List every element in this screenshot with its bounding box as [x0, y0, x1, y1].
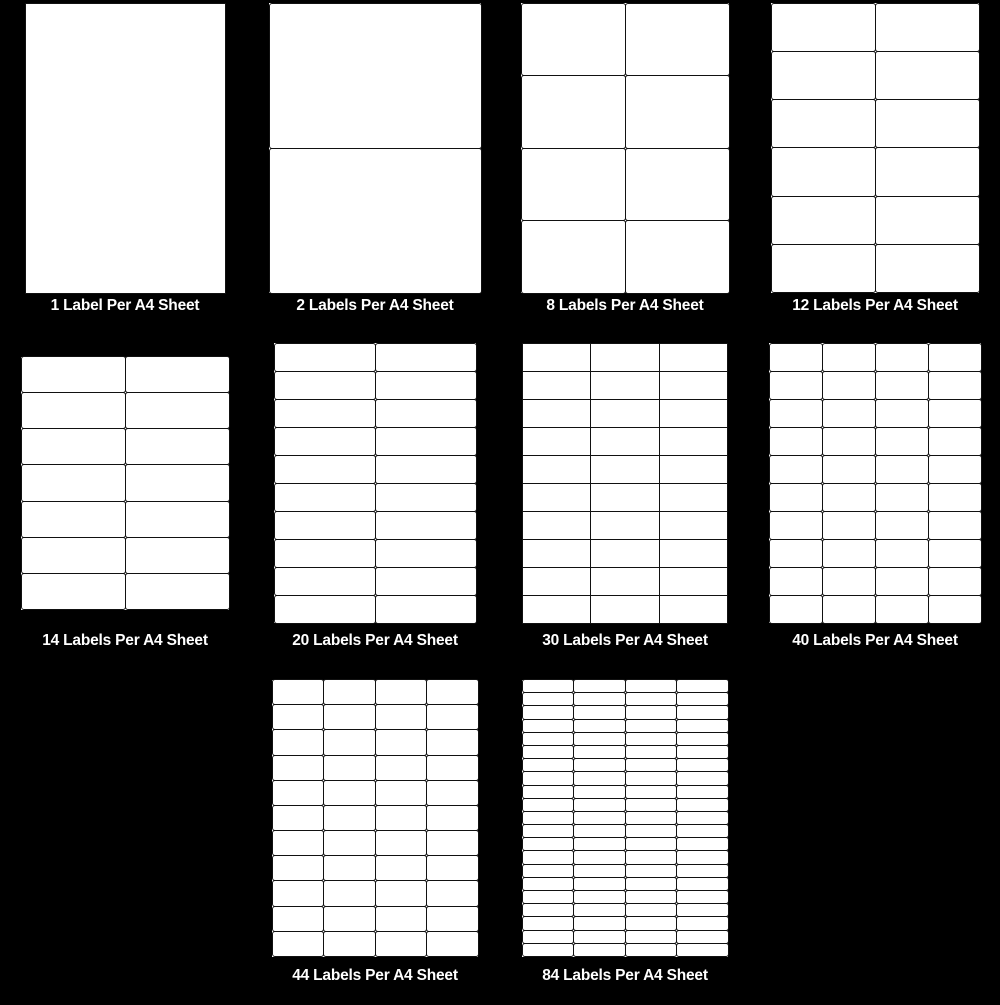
label-cell — [125, 392, 230, 429]
label-cell — [822, 371, 876, 400]
label-cell — [522, 903, 575, 917]
label-cell — [375, 704, 428, 730]
label-cell — [625, 837, 678, 851]
label-sheet-card[interactable] — [250, 670, 500, 1005]
label-cell — [522, 837, 575, 851]
label-sheet-card[interactable] — [750, 0, 1000, 335]
label-sheet-card[interactable] — [500, 0, 750, 335]
label-cell — [272, 704, 325, 730]
label-cell — [522, 745, 575, 759]
label-cell — [590, 567, 660, 596]
label-cell — [659, 343, 729, 372]
label-cell — [573, 719, 626, 733]
label-cell — [659, 427, 729, 456]
label-cell — [125, 428, 230, 465]
sheet-caption: 20 Labels Per A4 Sheet — [292, 632, 458, 649]
label-cell — [625, 943, 678, 957]
label-cell — [875, 147, 980, 196]
label-cell — [676, 719, 729, 733]
label-sheet-card[interactable] — [0, 0, 250, 335]
label-cell — [676, 890, 729, 904]
label-cell — [25, 3, 226, 294]
label-cell — [573, 864, 626, 878]
label-cell — [426, 906, 479, 932]
label-cell — [521, 148, 626, 222]
label-cell — [274, 427, 376, 456]
label-cell — [625, 850, 678, 864]
sheet-preview — [500, 670, 750, 966]
label-cell — [659, 511, 729, 540]
label-cell — [875, 371, 929, 400]
label-cell — [659, 371, 729, 400]
label-cell — [375, 729, 428, 755]
label-cell — [522, 705, 575, 719]
label-cell — [573, 679, 626, 693]
label-cell — [625, 732, 678, 746]
a4-sheet-84 — [522, 680, 728, 957]
label-cell — [590, 483, 660, 512]
label-cell — [21, 573, 126, 610]
label-cell — [676, 758, 729, 772]
label-cell — [274, 483, 376, 512]
label-cell — [323, 931, 376, 957]
label-cell — [590, 399, 660, 428]
label-cell — [875, 455, 929, 484]
sheet-caption: 44 Labels Per A4 Sheet — [292, 967, 458, 984]
label-cell — [625, 705, 678, 719]
label-cell — [625, 916, 678, 930]
label-cell — [522, 824, 575, 838]
label-cell — [875, 51, 980, 100]
label-cell — [771, 3, 876, 52]
sheet-preview — [750, 335, 1000, 631]
label-sheet-card[interactable] — [500, 670, 750, 1005]
label-cell — [875, 244, 980, 293]
label-cell — [769, 371, 823, 400]
label-cell — [375, 483, 477, 512]
label-cell — [522, 811, 575, 825]
a4-sheet-20 — [274, 343, 476, 623]
label-cell — [590, 371, 660, 400]
label-cell — [875, 567, 929, 596]
label-cell — [625, 220, 730, 294]
label-cell — [573, 705, 626, 719]
label-cell — [771, 196, 876, 245]
label-cell — [676, 692, 729, 706]
label-cell — [625, 890, 678, 904]
label-cell — [573, 771, 626, 785]
label-cell — [375, 830, 428, 856]
label-cell — [676, 864, 729, 878]
label-cell — [375, 455, 477, 484]
label-cell — [274, 343, 376, 372]
label-cell — [769, 483, 823, 512]
sheet-preview — [250, 0, 500, 296]
label-cell — [323, 855, 376, 881]
label-cell — [375, 880, 428, 906]
label-cell — [676, 679, 729, 693]
label-cell — [822, 399, 876, 428]
label-cell — [522, 567, 592, 596]
label-cell — [676, 745, 729, 759]
label-cell — [625, 798, 678, 812]
label-cell — [573, 785, 626, 799]
a4-sheet-2 — [269, 3, 481, 293]
label-cell — [573, 837, 626, 851]
label-sheet-card[interactable] — [0, 335, 250, 670]
label-cell — [426, 830, 479, 856]
label-cell — [928, 539, 982, 568]
label-cell — [375, 755, 428, 781]
label-cell — [21, 537, 126, 574]
label-cell — [426, 704, 479, 730]
label-cell — [875, 343, 929, 372]
label-cell — [272, 931, 325, 957]
a4-sheet-1 — [25, 3, 225, 293]
label-cell — [323, 805, 376, 831]
label-cell — [274, 539, 376, 568]
label-cell — [928, 371, 982, 400]
label-cell — [590, 539, 660, 568]
label-cell — [573, 930, 626, 944]
sheet-caption: 84 Labels Per A4 Sheet — [542, 967, 708, 984]
label-cell — [274, 567, 376, 596]
label-cell — [822, 539, 876, 568]
label-cell — [522, 798, 575, 812]
label-cell — [125, 501, 230, 538]
label-cell — [522, 455, 592, 484]
label-cell — [375, 427, 477, 456]
a4-sheet-14 — [21, 357, 229, 610]
label-cell — [522, 679, 575, 693]
label-cell — [625, 3, 730, 77]
sheet-preview — [250, 670, 500, 966]
label-cell — [676, 811, 729, 825]
label-cell — [573, 916, 626, 930]
label-cell — [323, 679, 376, 705]
label-cell — [426, 729, 479, 755]
label-cell — [21, 428, 126, 465]
label-cell — [771, 244, 876, 293]
label-cell — [875, 483, 929, 512]
label-cell — [522, 371, 592, 400]
label-cell — [928, 399, 982, 428]
sheet-preview — [750, 0, 1000, 296]
label-cell — [769, 427, 823, 456]
label-cell — [269, 148, 482, 294]
label-cell — [375, 931, 428, 957]
sheet-caption: 40 Labels Per A4 Sheet — [792, 632, 958, 649]
label-cell — [269, 3, 482, 149]
label-cell — [875, 539, 929, 568]
label-cell — [771, 147, 876, 196]
label-cell — [426, 855, 479, 881]
label-cell — [676, 705, 729, 719]
label-cell — [928, 427, 982, 456]
label-sheet-card[interactable] — [250, 0, 500, 335]
label-cell — [822, 343, 876, 372]
label-cell — [323, 830, 376, 856]
label-cell — [928, 595, 982, 624]
label-cell — [771, 51, 876, 100]
label-cell — [625, 877, 678, 891]
label-cell — [323, 704, 376, 730]
label-cell — [822, 483, 876, 512]
label-cell — [625, 864, 678, 878]
label-sheet-card[interactable] — [750, 335, 1000, 670]
a4-sheet-30 — [522, 343, 728, 623]
label-cell — [928, 511, 982, 540]
grid-spacer — [0, 670, 250, 1005]
label-cell — [375, 906, 428, 932]
label-cell — [676, 837, 729, 851]
label-cell — [522, 719, 575, 733]
label-cell — [676, 916, 729, 930]
label-cell — [590, 511, 660, 540]
label-cell — [573, 745, 626, 759]
label-cell — [659, 455, 729, 484]
label-cell — [625, 719, 678, 733]
label-cell — [822, 427, 876, 456]
label-cell — [272, 830, 325, 856]
label-cell — [625, 745, 678, 759]
label-cell — [21, 464, 126, 501]
label-cell — [573, 890, 626, 904]
label-cell — [625, 811, 678, 825]
label-cell — [522, 511, 592, 540]
label-cell — [625, 679, 678, 693]
label-cell — [323, 906, 376, 932]
label-cell — [375, 567, 477, 596]
label-cell — [676, 785, 729, 799]
label-cell — [125, 573, 230, 610]
label-cell — [375, 539, 477, 568]
label-cell — [769, 399, 823, 428]
label-cell — [769, 343, 823, 372]
label-cell — [573, 824, 626, 838]
label-cell — [625, 758, 678, 772]
label-cell — [323, 755, 376, 781]
label-cell — [274, 371, 376, 400]
label-cell — [272, 679, 325, 705]
label-cell — [375, 511, 477, 540]
label-cell — [659, 567, 729, 596]
label-cell — [522, 890, 575, 904]
label-cell — [375, 343, 477, 372]
label-cell — [521, 3, 626, 77]
label-cell — [659, 595, 729, 624]
label-cell — [769, 539, 823, 568]
label-cell — [573, 758, 626, 772]
label-cell — [875, 595, 929, 624]
label-cell — [426, 880, 479, 906]
label-cell — [323, 729, 376, 755]
a4-sheet-40 — [769, 343, 981, 623]
label-cell — [625, 930, 678, 944]
label-cell — [676, 903, 729, 917]
label-cell — [573, 811, 626, 825]
label-cell — [522, 943, 575, 957]
label-cell — [822, 455, 876, 484]
label-cell — [272, 855, 325, 881]
label-cell — [769, 567, 823, 596]
label-cell — [272, 780, 325, 806]
sheet-caption: 30 Labels Per A4 Sheet — [542, 632, 708, 649]
label-cell — [928, 343, 982, 372]
label-cell — [573, 692, 626, 706]
label-cell — [590, 595, 660, 624]
label-cell — [676, 850, 729, 864]
label-cell — [573, 850, 626, 864]
label-cell — [875, 3, 980, 52]
label-cell — [375, 679, 428, 705]
label-cell — [659, 539, 729, 568]
label-cell — [625, 75, 730, 149]
label-cell — [521, 75, 626, 149]
label-cell — [522, 343, 592, 372]
label-cell — [375, 399, 477, 428]
sheet-preview — [0, 0, 250, 296]
label-cell — [272, 805, 325, 831]
label-cell — [573, 943, 626, 957]
label-cell — [272, 755, 325, 781]
label-cell — [125, 356, 230, 393]
label-cell — [522, 539, 592, 568]
label-cell — [875, 427, 929, 456]
label-cell — [426, 755, 479, 781]
label-cell — [659, 483, 729, 512]
label-cell — [125, 464, 230, 501]
sheet-caption: 2 Labels Per A4 Sheet — [296, 297, 454, 314]
label-cell — [522, 483, 592, 512]
label-cell — [822, 567, 876, 596]
label-cell — [769, 455, 823, 484]
label-cell — [590, 427, 660, 456]
label-cell — [625, 148, 730, 222]
label-cell — [274, 399, 376, 428]
label-cell — [590, 343, 660, 372]
label-cell — [822, 511, 876, 540]
label-cell — [928, 483, 982, 512]
label-cell — [274, 595, 376, 624]
label-cell — [274, 455, 376, 484]
sheet-caption: 12 Labels Per A4 Sheet — [792, 297, 958, 314]
sheet-caption: 1 Label Per A4 Sheet — [50, 297, 200, 314]
label-cell — [522, 427, 592, 456]
label-cell — [625, 771, 678, 785]
label-cell — [375, 371, 477, 400]
label-cell — [375, 805, 428, 831]
label-cell — [522, 399, 592, 428]
label-cell — [769, 511, 823, 540]
a4-sheet-12 — [771, 3, 979, 293]
label-cell — [522, 758, 575, 772]
label-cell — [625, 824, 678, 838]
label-cell — [928, 455, 982, 484]
label-cell — [769, 595, 823, 624]
label-cell — [771, 99, 876, 148]
label-cell — [822, 595, 876, 624]
label-cell — [676, 798, 729, 812]
label-cell — [522, 916, 575, 930]
label-cell — [659, 399, 729, 428]
label-cell — [272, 880, 325, 906]
sheet-caption: 14 Labels Per A4 Sheet — [42, 632, 208, 649]
label-cell — [522, 771, 575, 785]
label-cell — [522, 595, 592, 624]
label-cell — [573, 798, 626, 812]
label-cell — [676, 877, 729, 891]
label-cell — [676, 824, 729, 838]
label-cell — [272, 729, 325, 755]
label-cell — [375, 780, 428, 806]
label-cell — [522, 785, 575, 799]
label-cell — [676, 732, 729, 746]
label-cell — [426, 679, 479, 705]
sheet-preview — [0, 335, 250, 631]
sheet-preview — [250, 335, 500, 631]
a4-sheet-44 — [272, 680, 478, 957]
label-cell — [676, 771, 729, 785]
label-cell — [21, 392, 126, 429]
label-cell — [522, 692, 575, 706]
label-cell — [375, 855, 428, 881]
label-cell — [521, 220, 626, 294]
label-cell — [928, 567, 982, 596]
label-cell — [375, 595, 477, 624]
label-cell — [875, 196, 980, 245]
label-cell — [426, 805, 479, 831]
label-cell — [125, 537, 230, 574]
label-cell — [625, 785, 678, 799]
label-cell — [676, 930, 729, 944]
label-sheet-card[interactable] — [500, 335, 750, 670]
label-cell — [522, 930, 575, 944]
label-cell — [522, 877, 575, 891]
label-cell — [426, 931, 479, 957]
sheet-preview — [500, 0, 750, 296]
label-cell — [573, 877, 626, 891]
sheet-caption: 8 Labels Per A4 Sheet — [546, 297, 704, 314]
label-cell — [875, 511, 929, 540]
label-cell — [590, 455, 660, 484]
label-cell — [522, 850, 575, 864]
a4-sheet-8 — [521, 3, 729, 293]
label-cell — [573, 732, 626, 746]
label-cell — [573, 903, 626, 917]
label-cell — [875, 99, 980, 148]
label-cell — [323, 780, 376, 806]
label-cell — [21, 501, 126, 538]
sheet-preview — [500, 335, 750, 631]
label-cell — [323, 880, 376, 906]
label-sheet-card[interactable] — [250, 335, 500, 670]
label-cell — [676, 943, 729, 957]
label-cell — [426, 780, 479, 806]
label-cell — [274, 511, 376, 540]
label-cell — [875, 399, 929, 428]
label-cell — [21, 356, 126, 393]
label-cell — [522, 864, 575, 878]
label-cell — [625, 692, 678, 706]
label-cell — [522, 732, 575, 746]
label-cell — [625, 903, 678, 917]
label-cell — [272, 906, 325, 932]
